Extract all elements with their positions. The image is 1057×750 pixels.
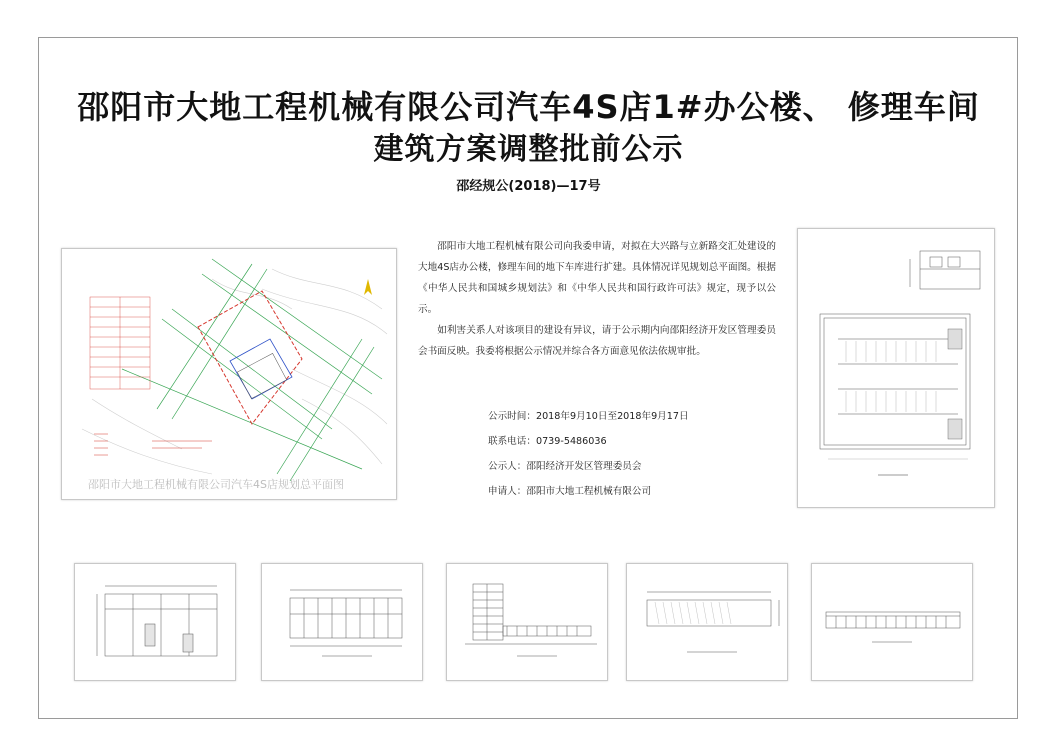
page-title-line2: 建筑方案调整批前公示 xyxy=(373,132,684,167)
announcer-value: 邵阳经济开发区管理委员会 xyxy=(526,461,642,472)
elevation-thumb xyxy=(811,563,973,681)
section-drawing xyxy=(447,564,607,680)
notice-paragraph-2: 如利害关系人对该项目的建设有异议，请于公示期内向邵阳经济开发区管理委员会书面反映。我委将根据公示情况并综合各方面意见依法依规审批。 xyxy=(418,325,776,357)
notice-announcer xyxy=(488,458,642,472)
announcer-label: 公示人： xyxy=(488,461,527,472)
phone-value: 0739-5486036 xyxy=(535,436,607,447)
notice-paragraph-1: 邵阳市大地工程机械有限公司向我委申请，对拟在大兴路与立新路交汇处建设的大地4S店办公楼，修理车间的地下车库进行扩建。具体情况详见规划总平面图。根据《中华人民共和国城乡规划法》和《中华人民共和国行政许可法》规定，现予以公示。 xyxy=(418,241,776,315)
site-plan-panel xyxy=(61,248,397,500)
site-plan-caption: 邵阳市大地工程机械有限公司汽车4S店规划总平面图 xyxy=(88,478,344,491)
notice-phone xyxy=(488,433,607,447)
page-title-line1: 邵阳市大地工程机械有限公司汽车4S店1#办公楼、 修理车间 xyxy=(77,88,980,126)
garage-plan-thumb xyxy=(626,563,788,681)
applicant-value: 邵阳市大地工程机械有限公司 xyxy=(526,486,652,497)
notice-body xyxy=(418,236,776,362)
notice-period xyxy=(488,408,689,422)
basement-plan-drawing xyxy=(798,229,994,507)
phone-label: 联系电话： xyxy=(488,436,536,447)
notice-applicant xyxy=(488,483,651,497)
elevation-drawing xyxy=(812,564,972,680)
period-value: 2018年9月10日至2018年9月17日 xyxy=(535,411,689,422)
document-number: 邵经规公(2018)—17号 xyxy=(456,179,601,194)
floor-plan-thumb-1 xyxy=(74,563,236,681)
north-arrow-icon xyxy=(364,279,372,295)
applicant-label: 申请人： xyxy=(488,486,527,497)
floor-plan-1-drawing xyxy=(75,564,235,680)
floor-plan-2-drawing xyxy=(262,564,422,680)
floor-plan-thumb-2 xyxy=(261,563,423,681)
section-thumb xyxy=(446,563,608,681)
site-plan-drawing xyxy=(62,249,396,499)
period-label: 公示时间： xyxy=(488,411,536,422)
garage-plan-drawing xyxy=(627,564,787,680)
basement-plan-panel xyxy=(797,228,995,508)
